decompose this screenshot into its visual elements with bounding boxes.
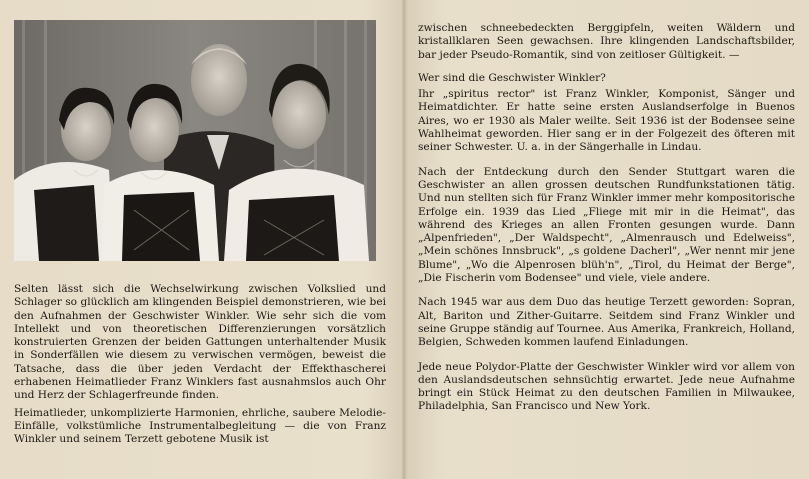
- left-paragraph-2: Heimatlieder, unkomplizierte Harmonien, ehrliche, saubere Melodie-Einfälle, volkstümliche Instrumentalbegleitung — die von Franz Winkler und seinem Terzett gebotene Musik ist: [14, 406, 386, 446]
- right-paragraph-1: zwischen schneebedeckten Berggipfeln, weiten Wäldern und kristallklaren Seen gewachsen. Ihre klingenden Landschaftsbilder, bar jeder Pseudo-Romantik, sind von zeitloser Gültigkeit. —: [418, 22, 795, 61]
- right-paragraph-4: Nach 1945 war aus dem Duo das heutige Terzett geworden: Sopran, Alt, Bariton und Zither-Guitarre. Seitdem sind Franz Winkler und seine Gruppe ständig auf Tournee. Aus Amerika, Frankreich, Holland, Belgien, Schweden kommen laufend Einladungen.: [418, 296, 795, 349]
- group-photo-image: [14, 20, 376, 261]
- group-photo: [14, 20, 376, 261]
- right-paragraph-2: Ihr „spiritus rector" ist Franz Winkler, Komponist, Sänger und Heimatdichter. Er hatte seine ersten Auslandserfolge in Buenos Aires, wo er 1930 als Maler weilte. Seit 1936 ist der Bodensee seine Wahlheimat geworden. Hier sang er in der Folgezeit des öfteren mit seiner Schwester. U. a. in der Sängerhalle in Lindau.: [418, 88, 795, 154]
- left-paragraph-1: Selten lässt sich die Wechselwirkung zwischen Volkslied und Schlager so glücklich am klingenden Beispiel demonstrieren, wie bei den Aufnahmen der Geschwister Winkler. Wie sehr sich die vom Intellekt und von theoretischen Differenzierungen vorsätzlich konstruierten Grenzen der beiden Gattungen unterhaltender Musik in Sonderfällen wie diesem zu verwischen vermögen, beweist die Tatsache, dass die über jeden Verdacht der Effekthascherei erhabenen Heimatlieder Franz Winklers fast ausnahmslos auch Ohr und Herz der Schlagerfreunde finden.: [14, 283, 386, 402]
- page-fold: [401, 0, 407, 479]
- left-column-text: [14, 283, 386, 451]
- right-column-text: [418, 22, 795, 425]
- right-paragraph-5: Jede neue Polydor-Platte der Geschwister Winkler wird vor allem von den Auslandsdeutschen sehnsüchtig erwartet. Jede neue Aufnahme bringt ein Stück Heimat zu den deutschen Familien in Milwaukee, Philadelphia, San Francisco und New York.: [418, 360, 795, 413]
- section-question: Wer sind die Geschwister Winkler?: [418, 71, 606, 84]
- right-paragraph-3: Nach der Entdeckung durch den Sender Stuttgart waren die Geschwister an allen grossen deutschen Rundfunkstationen tätig. Und nun stellten sich für Franz Winkler immer mehr kompositorische Erfolge ein. 1939 das Lied „Fliege mit mir in die Heimat", das während des Krieges an allen Fronten gesungen wurde. Dann „Alpenfrieden", „Der Waldspecht", „Almenrausch und Edelweiss", „Mein schönes Innsbruck", „s goldene Dacherl", „Wer nennt mir jene Blume", „Wo die Alpenrosen blüh'n", „Tirol, du Heimat der Berge", „Die Fischerin vom Bodensee" und viele, viele andere.: [418, 165, 795, 285]
